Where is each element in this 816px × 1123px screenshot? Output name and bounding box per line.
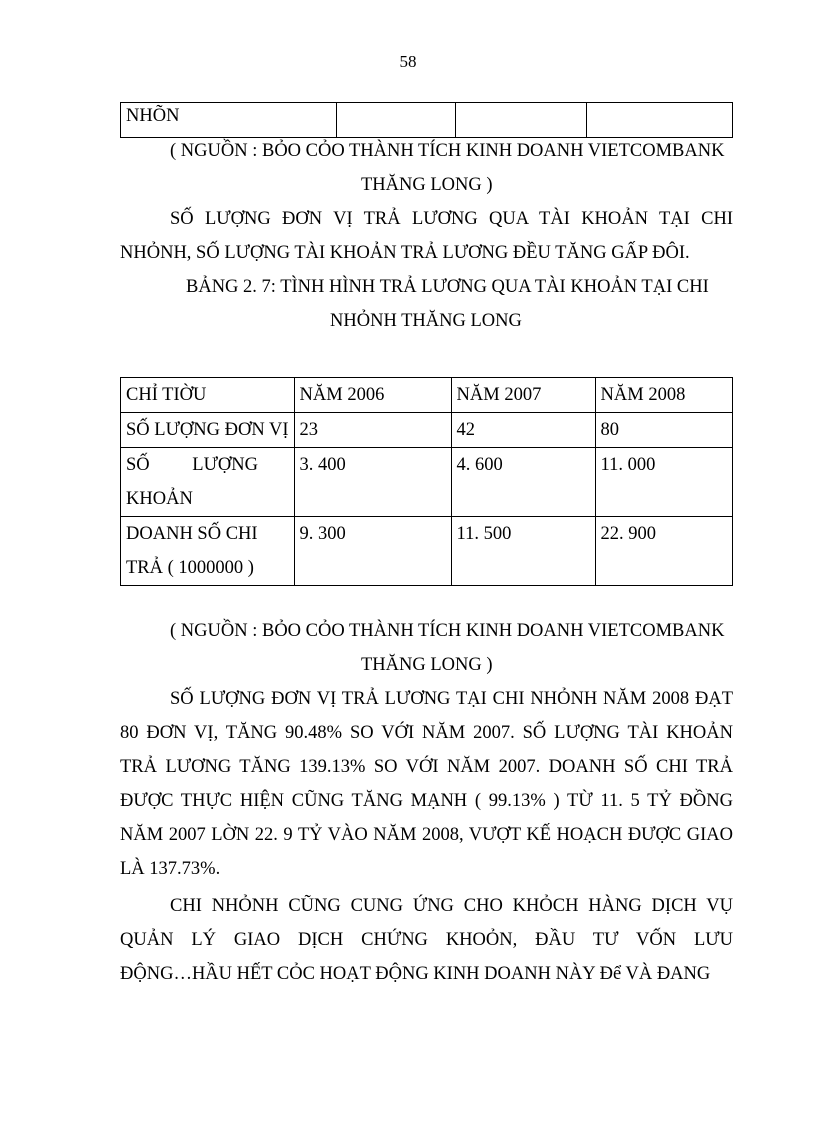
row-label-line: SỐ LƯỢNG [126, 455, 259, 475]
table-cell: 22. 900 [595, 517, 732, 586]
table-cell [456, 103, 587, 138]
table-cell: 11. 500 [451, 517, 595, 586]
table-cell: 42 [451, 413, 595, 448]
table-row [121, 103, 733, 138]
paragraph-line: NHỎNH, SỐ LƯỢNG TÀI KHOẢN TRẢ LƯƠNG ĐỀU TĂNG GẤP ĐÔI. [120, 243, 690, 263]
column-header: NĂM 2008 [595, 378, 732, 413]
table-caption: NHỎNH THĂNG LONG [330, 311, 522, 331]
row-label [121, 517, 295, 586]
paragraph-line: 80 ĐƠN VỊ, TĂNG 90.48% SO VỚI NĂM 2007. SỐ LƯỢNG TÀI KHOẢN [120, 723, 733, 743]
source-note-line: THĂNG LONG ) [361, 655, 493, 675]
paragraph-line: SỐ LƯỢNG ĐƠN VỊ TRẢ LƯƠNG QUA TÀI KHOẢN TẠI CHI [170, 209, 733, 229]
table-cell: NHÕN [121, 103, 337, 138]
table-row [121, 413, 733, 448]
salary-payment-table [120, 377, 733, 586]
paragraph-line: NĂM 2007 LỜN 22. 9 TỶ VÀO NĂM 2008, VƯỢT KẾ HOẠCH ĐƯỢC GIAO [120, 825, 733, 845]
row-label-line: TRẢ ( 1000000 ) [126, 558, 254, 578]
table-header-row [121, 378, 733, 413]
row-label-line: DOANH SỐ CHI [126, 524, 258, 544]
source-note-line: ( NGUỒN : BỎO CỎO THÀNH TÍCH KINH DOANH VIETCOMBANK [170, 621, 725, 641]
paragraph-line: ĐỘNG…HẦU HẾT CỎC HOẠT ĐỘNG KINH DOANH NÀY Để VÀ ĐANG [120, 964, 711, 984]
table-cell [337, 103, 456, 138]
source-note-line: THĂNG LONG ) [361, 175, 493, 195]
paragraph-line: QUẢN LÝ GIAO DỊCH CHỨNG KHOỎN, ĐẦU TƯ VỐN LƯU [120, 930, 733, 950]
table-cell: 23 [294, 413, 451, 448]
paragraph-line: CHI NHỎNH CŨNG CUNG ỨNG CHO KHỎCH HÀNG DỊCH VỤ [170, 896, 733, 916]
paragraph-line: TRẢ LƯƠNG TĂNG 139.13% SO VỚI NĂM 2007. DOANH SỐ CHI TRẢ [120, 757, 733, 777]
column-header: NĂM 2007 [451, 378, 595, 413]
table-cell: 4. 600 [451, 448, 595, 517]
row-label-line: KHOẢN [126, 489, 193, 509]
paragraph-line: SỐ LƯỢNG ĐƠN VỊ TRẢ LƯƠNG TẠI CHI NHỎNH NĂM 2008 ĐẠT [170, 689, 733, 709]
page-number: 58 [399, 52, 417, 71]
paragraph-line: ĐƯỢC THỰC HIỆN CŨNG TĂNG MẠNH ( 99.13% ) TỪ 11. 5 TỶ ĐỒNG [120, 791, 733, 811]
top-table-fragment [120, 102, 733, 138]
column-header: CHỈ TIỜU [121, 378, 295, 413]
table-row [121, 517, 733, 586]
table-cell: 11. 000 [595, 448, 732, 517]
column-header: NĂM 2006 [294, 378, 451, 413]
table-cell: 3. 400 [294, 448, 451, 517]
table-cell [587, 103, 733, 138]
source-note-line: ( NGUỒN : BỎO CỎO THÀNH TÍCH KINH DOANH VIETCOMBANK [170, 141, 725, 161]
table-row [121, 448, 733, 517]
table-cell: 9. 300 [294, 517, 451, 586]
row-label [121, 448, 295, 517]
table-caption: BẢNG 2. 7: TÌNH HÌNH TRẢ LƯƠNG QUA TÀI KHOẢN TẠI CHI [186, 277, 709, 297]
table-cell: 80 [595, 413, 732, 448]
row-label: SỐ LƯỢNG ĐƠN VỊ [121, 413, 295, 448]
paragraph-line: LÀ 137.73%. [120, 859, 221, 879]
